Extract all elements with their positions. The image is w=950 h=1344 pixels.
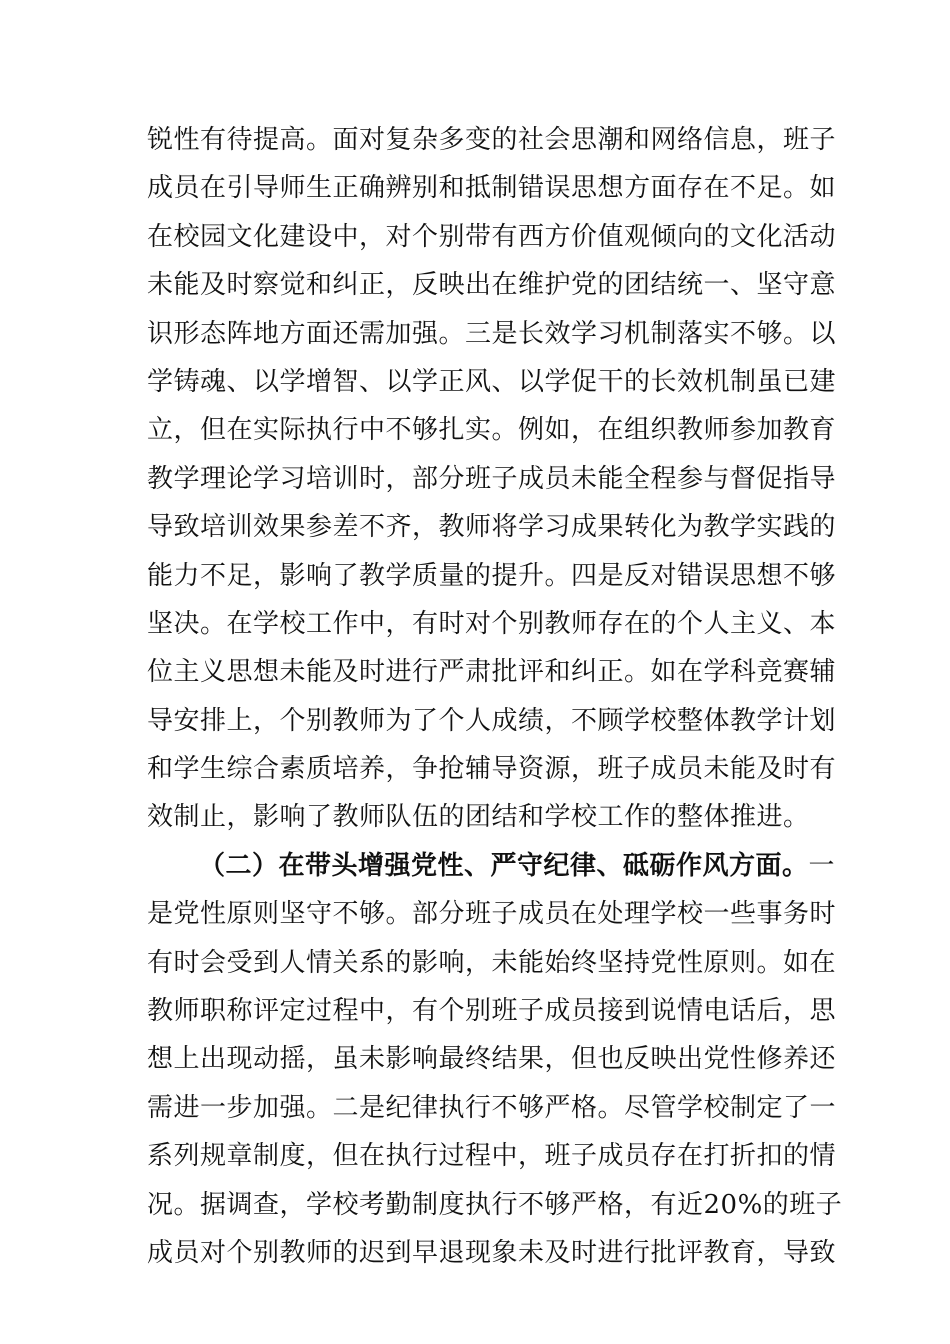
text-line: 是党性原则坚守不够。部分班子成员在处理学校一些事务时 — [147, 899, 837, 930]
text-line: 学铸魂、以学增智、以学正风、以学促干的长效机制虽已建 — [147, 366, 837, 397]
text-line: 教学理论学习培训时，部分班子成员未能全程参与督促指导 — [147, 463, 837, 494]
text-line: 成员在引导师生正确辨别和抵制错误思想方面存在不足。如 — [147, 173, 837, 204]
text-line: 系列规章制度，但在执行过程中，班子成员存在打折扣的情 — [147, 1141, 837, 1172]
heading-line-tail: 一 — [808, 850, 836, 881]
paragraph-1 — [147, 116, 837, 842]
text-line: 想上出现动摇，虽未影响最终结果，但也反映出党性修养还 — [147, 1044, 837, 1075]
text-line: 况。据调查，学校考勤制度执行不够严格，有近20%的班子 — [147, 1189, 843, 1220]
text-line: 坚决。在学校工作中，有时对个别教师存在的个人主义、本 — [147, 608, 837, 639]
text-line: 和学生综合素质培养，争抢辅导资源，班子成员未能及时有 — [147, 754, 837, 785]
text-line: 需进一步加强。二是纪律执行不够严格。尽管学校制定了一 — [147, 1092, 837, 1123]
body-text — [147, 116, 843, 1277]
text-line: 识形态阵地方面还需加强。三是长效学习机制落实不够。以 — [147, 318, 837, 349]
text-line: 导安排上，个别教师为了个人成绩，不顾学校整体教学计划 — [147, 705, 837, 736]
text-line: 成员对个别教师的迟到早退现象未及时进行批评教育，导致 — [147, 1237, 837, 1268]
text-line: 效制止，影响了教师队伍的团结和学校工作的整体推进。 — [147, 802, 810, 833]
text-line: 位主义思想未能及时进行严肃批评和纠正。如在学科竞赛辅 — [147, 657, 837, 688]
text-line: 立，但在实际执行中不够扎实。例如，在组织教师参加教育 — [147, 415, 837, 446]
text-line: 导致培训效果参差不齐，教师将学习成果转化为教学实践的 — [147, 512, 837, 543]
text-line: 教师职称评定过程中，有个别班子成员接到说情电话后，思 — [147, 996, 837, 1027]
text-line: 在校园文化建设中，对个别带有西方价值观倾向的文化活动 — [147, 221, 837, 252]
text-line: 有时会受到人情关系的影响，未能始终坚持党性原则。如在 — [147, 947, 837, 978]
text-line: 能力不足，影响了教学质量的提升。四是反对错误思想不够 — [147, 560, 837, 591]
section-heading-line — [147, 842, 836, 890]
text-line: 锐性有待提高。面对复杂多变的社会思潮和网络信息，班子 — [147, 125, 837, 155]
section-heading: （二）在带头增强党性、严守纪律、砥砺作风方面。 — [199, 850, 809, 881]
text-line: 未能及时察觉和纠正，反映出在维护党的团结统一、坚守意 — [147, 270, 837, 301]
paragraph-2 — [147, 842, 843, 1278]
